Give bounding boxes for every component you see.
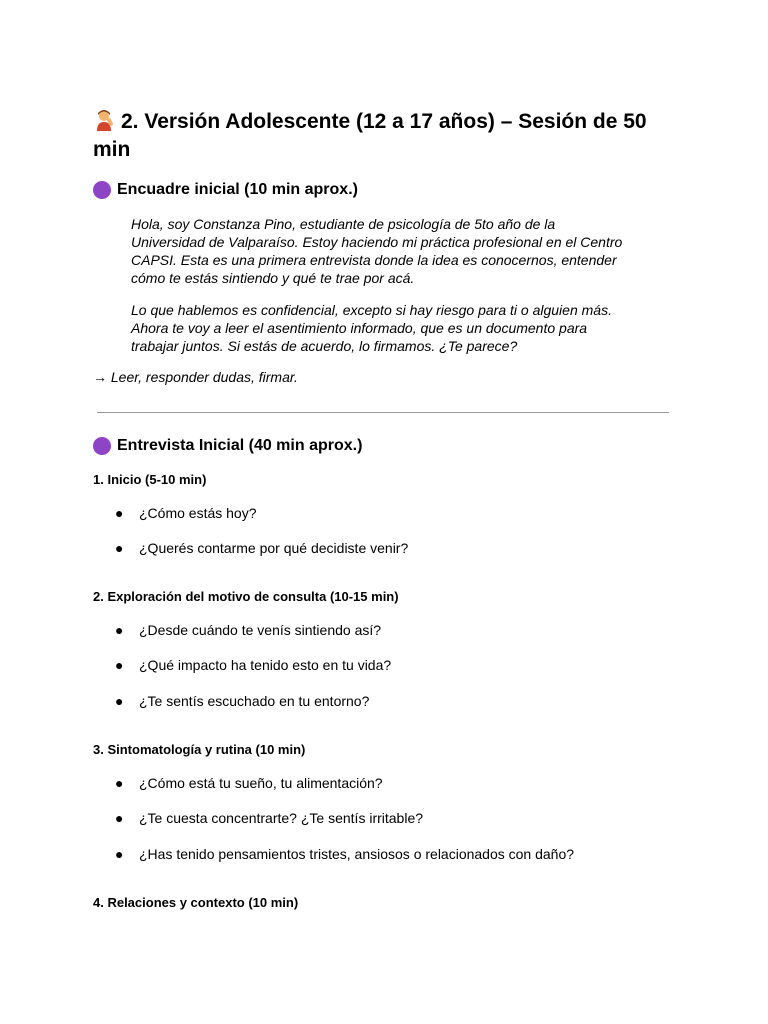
list-item	[93, 774, 653, 792]
question-text: ¿Cómo está tu sueño, tu alimentación?	[139, 775, 383, 791]
list-item	[93, 656, 653, 674]
question-text: ¿Has tenido pensamientos tristes, ansiosos o relacionados con daño?	[139, 846, 575, 862]
question-text: ¿Te sentís escuchado en tu entorno?	[139, 693, 370, 709]
list-item	[93, 845, 653, 863]
encuadre-paragraph-2: Lo que hablemos es confidencial, excepto si hay riesgo para ti o alguien más. Ahora te voy a leer el asentimiento informado, que es un documento para trabajar juntos. Si estás de acuerdo, lo firmamos. ¿Te parece?	[131, 302, 612, 354]
list-item	[93, 621, 653, 639]
encuadre-heading	[93, 180, 358, 200]
encuadre-heading-text: Encuadre inicial (10 min aprox.)	[117, 181, 358, 198]
entrevista-heading-text: Entrevista Inicial (40 min aprox.)	[117, 437, 363, 454]
question-list-exploracion-3	[93, 692, 653, 710]
encuadre-paragraph-1: Hola, soy Constanza Pino, estudiante de psicología de 5to año de la Universidad de Valparaíso. Estoy haciendo mi práctica profesional en el Centro CAPSI. Esta es una primera entrevista donde la idea es conocernos, entender cómo te estás sintiendo y qué te trae por acá.	[131, 216, 623, 286]
bullet-icon: ●	[115, 693, 124, 709]
question-list-sintomatologia-2	[93, 809, 653, 827]
list-item	[93, 539, 653, 557]
encuadre-arrow-note: → Leer, responder dudas, firmar.	[93, 369, 298, 385]
subsection-heading-exploracion: 2. Exploración del motivo de consulta (10-15 min)	[93, 589, 399, 604]
bullet-icon: ●	[115, 775, 124, 791]
question-list-exploracion-2	[93, 656, 653, 674]
question-text: ¿Qué impacto ha tenido esto en tu vida?	[139, 657, 392, 673]
purple-circle-icon	[93, 437, 111, 455]
question-text: ¿Querés contarme por qué decidiste venir?	[139, 540, 409, 556]
bullet-icon: ●	[115, 540, 124, 556]
section-divider	[97, 412, 669, 413]
person-gesturing-icon	[93, 109, 115, 131]
question-list-sintomatologia	[93, 774, 653, 792]
list-item	[93, 504, 653, 522]
question-list-inicio-2	[93, 539, 653, 557]
bullet-icon: ●	[115, 810, 124, 826]
subsection-heading-sintomatologia: 3. Sintomatología y rutina (10 min)	[93, 742, 306, 757]
question-list-exploracion	[93, 621, 653, 639]
purple-circle-icon	[93, 181, 111, 199]
question-list-inicio	[93, 504, 653, 522]
bullet-icon: ●	[115, 657, 124, 673]
question-text: ¿Desde cuándo te venís sintiendo así?	[139, 622, 382, 638]
question-list-sintomatologia-3	[93, 845, 653, 863]
subsection-heading-inicio: 1. Inicio (5-10 min)	[93, 472, 207, 487]
encuadre-quote-2	[131, 301, 631, 355]
question-text: ¿Te cuesta concentrarte? ¿Te sentís irritable?	[139, 810, 424, 826]
list-item	[93, 692, 653, 710]
encuadre-quote	[131, 215, 631, 287]
document-title	[93, 108, 673, 164]
document-title-text: 2. Versión Adolescente (12 a 17 años) – Sesión de 50 min	[93, 110, 647, 161]
list-item	[93, 809, 653, 827]
bullet-icon: ●	[115, 622, 124, 638]
entrevista-heading	[93, 436, 362, 456]
bullet-icon: ●	[115, 505, 124, 521]
bullet-icon: ●	[115, 846, 124, 862]
question-text: ¿Cómo estás hoy?	[139, 505, 257, 521]
subsection-heading-relaciones: 4. Relaciones y contexto (10 min)	[93, 895, 299, 910]
